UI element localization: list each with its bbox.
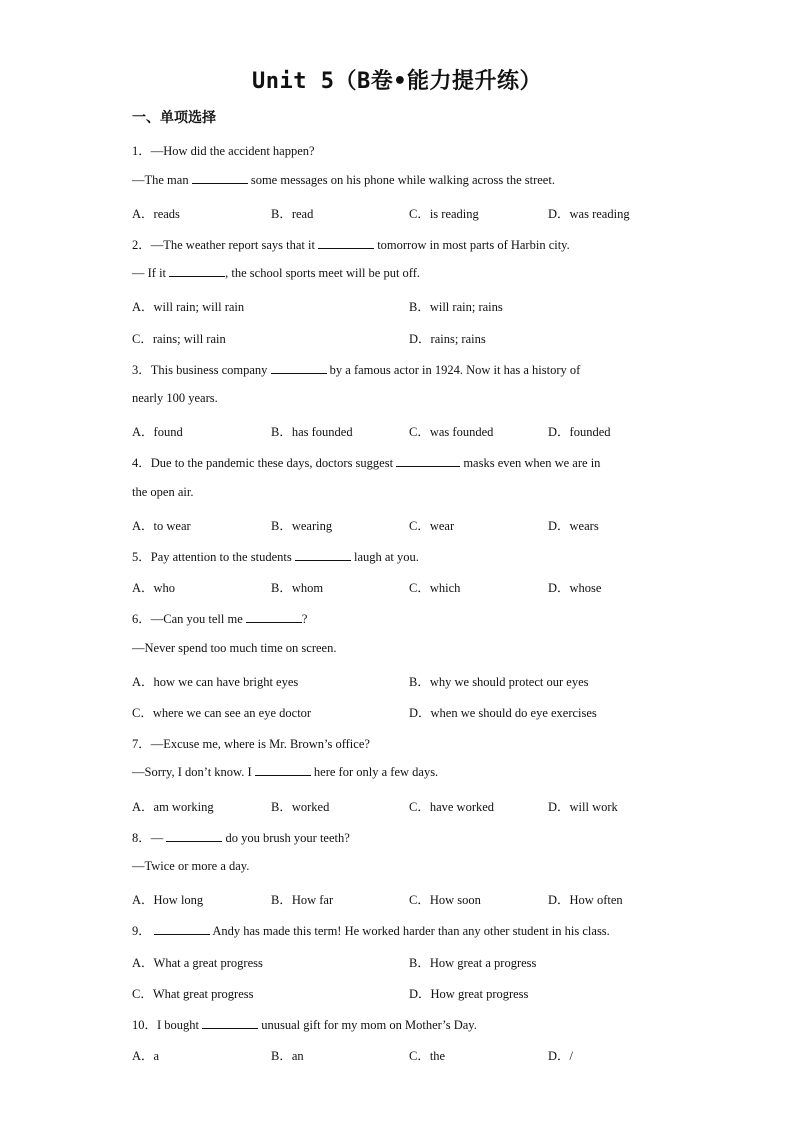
question-10-stem: 10．I bought unusual gift for my mom on Mother’s Day. bbox=[132, 1018, 477, 1032]
answer-blank bbox=[318, 238, 374, 249]
question-8-option-c[interactable]: C．How soon bbox=[409, 893, 481, 907]
question-10-option-a[interactable]: A．a bbox=[132, 1049, 160, 1063]
question-4-option-a[interactable]: A．to wear bbox=[132, 519, 191, 533]
question-9-option-c[interactable]: C．What great progress bbox=[132, 987, 254, 1001]
question-4-option-c[interactable]: C．wear bbox=[409, 519, 455, 533]
question-9-stem: 9． Andy has made this term! He worked harder than any other student in his class. bbox=[132, 924, 610, 938]
question-4-stem: 4．Due to the pandemic these days, doctors suggest masks even when we are in bbox=[132, 456, 601, 470]
answer-blank bbox=[154, 924, 210, 935]
question-3-option-b[interactable]: B．has founded bbox=[271, 425, 353, 439]
question-9-option-d[interactable]: D．How great progress bbox=[409, 987, 529, 1001]
answer-blank bbox=[192, 173, 248, 184]
question-10-option-c[interactable]: C．the bbox=[409, 1049, 446, 1063]
question-2-option-d[interactable]: D．rains; rains bbox=[409, 332, 486, 346]
question-2-option-a[interactable]: A．will rain; will rain bbox=[132, 300, 245, 314]
question-5-option-d[interactable]: D．whose bbox=[548, 581, 602, 595]
question-7-stem: 7．—Excuse me, where is Mr. Brown’s office? bbox=[132, 737, 370, 751]
question-7-option-b[interactable]: B．worked bbox=[271, 800, 330, 814]
question-8-option-b[interactable]: B．How far bbox=[271, 893, 334, 907]
question-4-option-b[interactable]: B．wearing bbox=[271, 519, 333, 533]
question-5-option-c[interactable]: C．which bbox=[409, 581, 461, 595]
question-7-option-c[interactable]: C．have worked bbox=[409, 800, 495, 814]
section-heading: 一、单项选择 bbox=[132, 110, 216, 126]
answer-blank bbox=[396, 456, 460, 467]
question-2-option-c[interactable]: C．rains; will rain bbox=[132, 332, 226, 346]
question-6-option-b[interactable]: B．why we should protect our eyes bbox=[409, 675, 589, 689]
question-1-line-2: —The man some messages on his phone while walking across the street. bbox=[132, 173, 555, 187]
question-6-line-2: —Never spend too much time on screen. bbox=[132, 641, 337, 655]
question-6-stem: 6．—Can you tell me ? bbox=[132, 612, 308, 626]
question-8-stem: 8．— do you brush your teeth? bbox=[132, 831, 350, 845]
answer-blank bbox=[295, 550, 351, 561]
answer-blank bbox=[169, 266, 225, 277]
question-9-option-b[interactable]: B．How great a progress bbox=[409, 956, 537, 970]
question-2-option-b[interactable]: B．will rain; rains bbox=[409, 300, 503, 314]
question-3-line-2: nearly 100 years. bbox=[132, 391, 218, 405]
question-1-option-a[interactable]: A．reads bbox=[132, 207, 180, 221]
answer-blank bbox=[246, 612, 302, 623]
question-7-option-a[interactable]: A．am working bbox=[132, 800, 214, 814]
question-5-option-a[interactable]: A．who bbox=[132, 581, 176, 595]
question-8-line-2: —Twice or more a day. bbox=[132, 859, 250, 873]
question-8-option-a[interactable]: A．How long bbox=[132, 893, 204, 907]
question-4-line-2: the open air. bbox=[132, 485, 194, 499]
question-7-line-2: —Sorry, I don’t know. I here for only a few days. bbox=[132, 765, 439, 779]
question-2-stem: 2．—The weather report says that it tomorrow in most parts of Harbin city. bbox=[132, 238, 570, 252]
question-10-option-d[interactable]: D．/ bbox=[548, 1049, 574, 1063]
page-title: Unit 5（B卷•能力提升练） bbox=[252, 69, 542, 94]
question-7-option-d[interactable]: D．will work bbox=[548, 800, 618, 814]
answer-blank bbox=[255, 765, 311, 776]
question-4-option-d[interactable]: D．wears bbox=[548, 519, 599, 533]
question-6-option-d[interactable]: D．when we should do eye exercises bbox=[409, 706, 597, 720]
question-3-option-c[interactable]: C．was founded bbox=[409, 425, 494, 439]
question-2-line-2: — If it , the school sports meet will be put off. bbox=[132, 266, 421, 280]
question-5-stem: 5．Pay attention to the students laugh at you. bbox=[132, 550, 419, 564]
question-10-option-b[interactable]: B．an bbox=[271, 1049, 304, 1063]
question-1-option-c[interactable]: C．is reading bbox=[409, 207, 479, 221]
question-1-option-b[interactable]: B．read bbox=[271, 207, 314, 221]
question-3-stem: 3．This business company by a famous actor in 1924. Now it has a history of bbox=[132, 363, 581, 377]
question-8-option-d[interactable]: D．How often bbox=[548, 893, 623, 907]
question-6-option-a[interactable]: A．how we can have bright eyes bbox=[132, 675, 299, 689]
question-5-option-b[interactable]: B．whom bbox=[271, 581, 324, 595]
question-1-stem: 1．—How did the accident happen? bbox=[132, 144, 315, 158]
answer-blank bbox=[202, 1018, 258, 1029]
answer-blank bbox=[166, 831, 222, 842]
question-3-option-a[interactable]: A．found bbox=[132, 425, 183, 439]
question-6-option-c[interactable]: C．where we can see an eye doctor bbox=[132, 706, 312, 720]
question-3-option-d[interactable]: D．founded bbox=[548, 425, 611, 439]
question-9-option-a[interactable]: A．What a great progress bbox=[132, 956, 263, 970]
question-1-option-d[interactable]: D．was reading bbox=[548, 207, 630, 221]
answer-blank bbox=[271, 363, 327, 374]
